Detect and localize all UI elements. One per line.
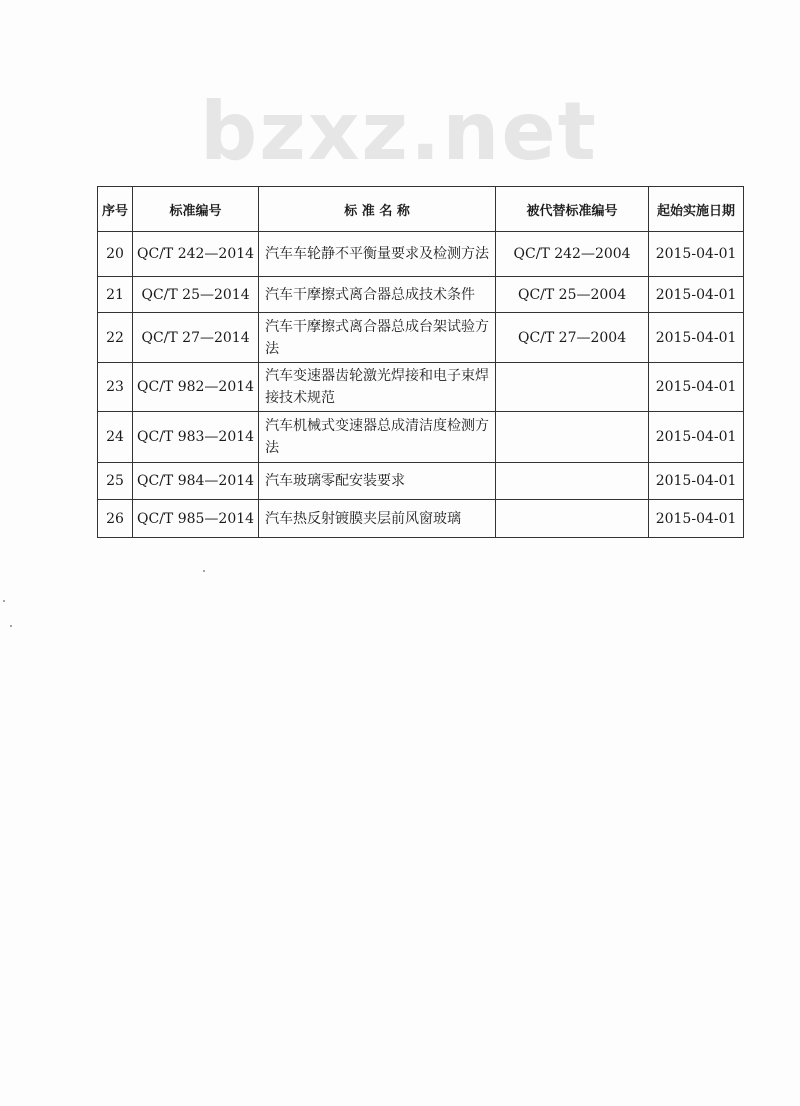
replaced-code <box>496 412 649 463</box>
header-name: 标 准 名 称 <box>259 187 496 232</box>
effective-date: 2015-04-01 <box>649 232 744 277</box>
row-number: 21 <box>98 277 133 313</box>
table-row <box>98 277 744 313</box>
effective-date: 2015-04-01 <box>649 363 744 412</box>
row-number: 25 <box>98 463 133 500</box>
header-no: 序号 <box>98 187 133 232</box>
replaced-code <box>496 463 649 500</box>
replaced-code: QC/T 242—2004 <box>496 232 649 277</box>
scan-speck <box>10 625 12 627</box>
replaced-code: QC/T 25—2004 <box>496 277 649 313</box>
header-code: 标准编号 <box>133 187 259 232</box>
watermark: bzxz.net <box>200 92 598 176</box>
standard-code: QC/T 985—2014 <box>133 500 259 538</box>
standard-name: 汽车机械式变速器总成清洁度检测方法 <box>259 412 496 463</box>
standard-code: QC/T 983—2014 <box>133 412 259 463</box>
effective-date: 2015-04-01 <box>649 500 744 538</box>
table-row <box>98 363 744 412</box>
standard-code: QC/T 982—2014 <box>133 363 259 412</box>
standard-code: QC/T 27—2014 <box>133 313 259 363</box>
table-row <box>98 463 744 500</box>
replaced-code: QC/T 27—2004 <box>496 313 649 363</box>
standard-name: 汽车干摩擦式离合器总成技术条件 <box>259 277 496 313</box>
standard-code: QC/T 984—2014 <box>133 463 259 500</box>
row-number: 24 <box>98 412 133 463</box>
effective-date: 2015-04-01 <box>649 277 744 313</box>
row-number: 20 <box>98 232 133 277</box>
header-date: 起始实施日期 <box>649 187 744 232</box>
standard-name: 汽车玻璃零配安装要求 <box>259 463 496 500</box>
standard-name: 汽车热反射镀膜夹层前风窗玻璃 <box>259 500 496 538</box>
replaced-code <box>496 500 649 538</box>
effective-date: 2015-04-01 <box>649 313 744 363</box>
standard-name: 汽车车轮静不平衡量要求及检测方法 <box>259 232 496 277</box>
row-number: 22 <box>98 313 133 363</box>
effective-date: 2015-04-01 <box>649 412 744 463</box>
table-row <box>98 500 744 538</box>
row-number: 26 <box>98 500 133 538</box>
replaced-code <box>496 363 649 412</box>
standard-name: 汽车干摩擦式离合器总成台架试验方法 <box>259 313 496 363</box>
header-replaced: 被代替标准编号 <box>496 187 649 232</box>
scan-speck <box>3 600 5 602</box>
standard-code: QC/T 242—2014 <box>133 232 259 277</box>
table-row <box>98 232 744 277</box>
standard-name: 汽车变速器齿轮激光焊接和电子束焊接技术规范 <box>259 363 496 412</box>
standards-table <box>97 186 744 538</box>
effective-date: 2015-04-01 <box>649 463 744 500</box>
scan-speck <box>203 570 205 572</box>
table-header-row <box>98 187 744 232</box>
row-number: 23 <box>98 363 133 412</box>
standard-code: QC/T 25—2014 <box>133 277 259 313</box>
table-row <box>98 412 744 463</box>
table-row <box>98 313 744 363</box>
